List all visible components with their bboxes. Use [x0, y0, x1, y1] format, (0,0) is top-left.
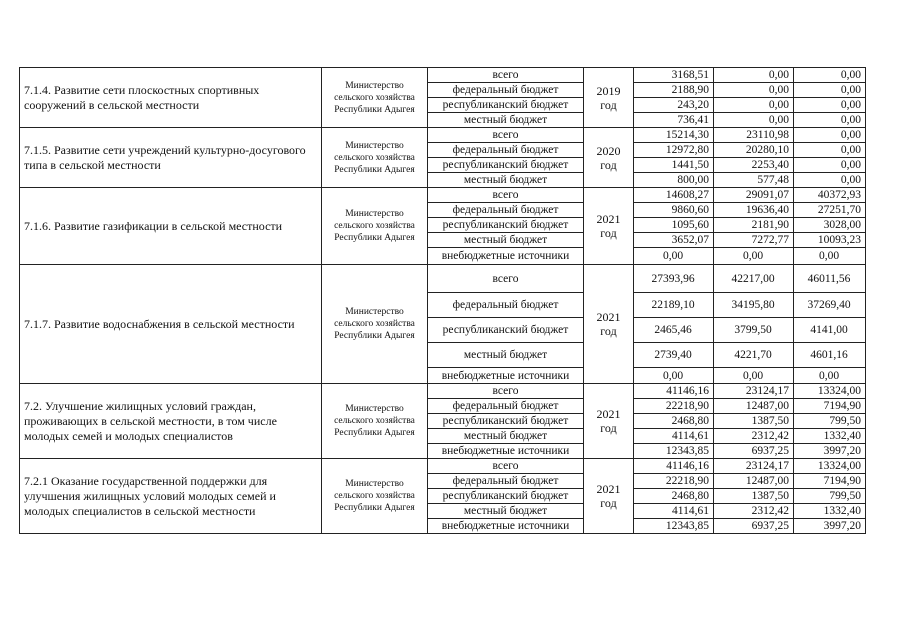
amount-cell-2: 1387,50	[714, 414, 794, 429]
amount-cell-3: 799,50	[794, 414, 866, 429]
responsible-org: Министерство сельского хозяйства Республики Адыгея	[322, 128, 428, 188]
amount-cell-1: 14608,27	[634, 188, 714, 203]
amount-cell-1: 1095,60	[634, 218, 714, 233]
funding-source: всего	[428, 459, 584, 474]
budget-table-body	[20, 68, 866, 534]
funding-source: местный бюджет	[428, 113, 584, 128]
amount-cell-2: 29091,07	[714, 188, 794, 203]
amount-cell-3: 0,00	[794, 158, 866, 173]
funding-source: республиканский бюджет	[428, 414, 584, 429]
funding-source: местный бюджет	[428, 504, 584, 519]
responsible-org: Министерство сельского хозяйства Республики Адыгея	[322, 459, 428, 534]
implementation-year: 2021 год	[584, 384, 634, 459]
amount-cell-3: 4601,16	[794, 343, 866, 368]
amount-cell-2: 12487,00	[714, 399, 794, 414]
funding-source: республиканский бюджет	[428, 489, 584, 504]
amount-cell-2: 0,00	[714, 68, 794, 83]
table-row	[20, 265, 866, 293]
amount-cell-3: 46011,56	[794, 265, 866, 293]
amount-cell-1: 15214,30	[634, 128, 714, 143]
amount-cell-1: 22189,10	[634, 293, 714, 318]
amount-cell-3: 7194,90	[794, 399, 866, 414]
amount-cell-1: 41146,16	[634, 459, 714, 474]
amount-cell-2: 6937,25	[714, 519, 794, 534]
funding-source: местный бюджет	[428, 233, 584, 248]
amount-cell-1: 0,00	[634, 368, 714, 384]
funding-source: внебюджетные источники	[428, 444, 584, 459]
amount-cell-1: 243,20	[634, 98, 714, 113]
amount-cell-2: 1387,50	[714, 489, 794, 504]
amount-cell-3: 0,00	[794, 368, 866, 384]
amount-cell-3: 0,00	[794, 68, 866, 83]
funding-source: федеральный бюджет	[428, 143, 584, 158]
amount-cell-1: 12972,80	[634, 143, 714, 158]
amount-cell-2: 23124,17	[714, 384, 794, 399]
amount-cell-3: 7194,90	[794, 474, 866, 489]
funding-source: республиканский бюджет	[428, 98, 584, 113]
amount-cell-1: 2739,40	[634, 343, 714, 368]
responsible-org: Министерство сельского хозяйства Республики Адыгея	[322, 188, 428, 265]
amount-cell-2: 0,00	[714, 98, 794, 113]
measure-name: 7.2. Улучшение жилищных условий граждан, проживающих в сельской местности, в том числе молодых семей и молодых специалистов	[20, 384, 322, 459]
funding-source: федеральный бюджет	[428, 83, 584, 98]
funding-source: республиканский бюджет	[428, 218, 584, 233]
amount-cell-3: 0,00	[794, 143, 866, 158]
implementation-year: 2019 год	[584, 68, 634, 128]
table-row	[20, 188, 866, 203]
amount-cell-1: 4114,61	[634, 504, 714, 519]
amount-cell-2: 0,00	[714, 83, 794, 98]
amount-cell-3: 3028,00	[794, 218, 866, 233]
funding-source: всего	[428, 384, 584, 399]
amount-cell-2: 23124,17	[714, 459, 794, 474]
amount-cell-3: 799,50	[794, 489, 866, 504]
measure-name: 7.1.6. Развитие газификации в сельской местности	[20, 188, 322, 265]
table-row	[20, 384, 866, 399]
amount-cell-1: 22218,90	[634, 474, 714, 489]
funding-source: федеральный бюджет	[428, 293, 584, 318]
funding-source: внебюджетные источники	[428, 368, 584, 384]
amount-cell-2: 12487,00	[714, 474, 794, 489]
measure-name: 7.1.5. Развитие сети учреждений культурно-досугового типа в сельской местности	[20, 128, 322, 188]
amount-cell-2: 0,00	[714, 113, 794, 128]
amount-cell-3: 37269,40	[794, 293, 866, 318]
amount-cell-1: 0,00	[634, 248, 714, 265]
amount-cell-1: 22218,90	[634, 399, 714, 414]
amount-cell-1: 9860,60	[634, 203, 714, 218]
measure-name: 7.1.4. Развитие сети плоскостных спортивных сооружений в сельской местности	[20, 68, 322, 128]
amount-cell-3: 40372,93	[794, 188, 866, 203]
amount-cell-3: 10093,23	[794, 233, 866, 248]
amount-cell-2: 2312,42	[714, 429, 794, 444]
amount-cell-2: 0,00	[714, 368, 794, 384]
amount-cell-1: 12343,85	[634, 444, 714, 459]
amount-cell-2: 34195,80	[714, 293, 794, 318]
implementation-year: 2021 год	[584, 188, 634, 265]
amount-cell-2: 2312,42	[714, 504, 794, 519]
amount-cell-1: 2468,80	[634, 489, 714, 504]
amount-cell-1: 41146,16	[634, 384, 714, 399]
amount-cell-2: 3799,50	[714, 318, 794, 343]
amount-cell-3: 0,00	[794, 98, 866, 113]
funding-source: федеральный бюджет	[428, 203, 584, 218]
amount-cell-2: 7272,77	[714, 233, 794, 248]
amount-cell-1: 12343,85	[634, 519, 714, 534]
measure-name: 7.1.7. Развитие водоснабжения в сельской местности	[20, 265, 322, 384]
amount-cell-2: 2181,90	[714, 218, 794, 233]
funding-source: всего	[428, 68, 584, 83]
funding-source: местный бюджет	[428, 173, 584, 188]
amount-cell-2: 6937,25	[714, 444, 794, 459]
amount-cell-3: 3997,20	[794, 519, 866, 534]
amount-cell-1: 27393,96	[634, 265, 714, 293]
table-row	[20, 128, 866, 143]
amount-cell-3: 0,00	[794, 128, 866, 143]
funding-source: внебюджетные источники	[428, 519, 584, 534]
funding-source: местный бюджет	[428, 429, 584, 444]
amount-cell-3: 0,00	[794, 83, 866, 98]
funding-source: всего	[428, 128, 584, 143]
table-row	[20, 68, 866, 83]
amount-cell-2: 20280,10	[714, 143, 794, 158]
table-row	[20, 459, 866, 474]
implementation-year: 2021 год	[584, 459, 634, 534]
amount-cell-1: 1441,50	[634, 158, 714, 173]
amount-cell-1: 736,41	[634, 113, 714, 128]
budget-table	[19, 67, 866, 534]
amount-cell-3: 27251,70	[794, 203, 866, 218]
amount-cell-3: 0,00	[794, 248, 866, 265]
amount-cell-1: 800,00	[634, 173, 714, 188]
amount-cell-2: 577,48	[714, 173, 794, 188]
amount-cell-2: 4221,70	[714, 343, 794, 368]
funding-source: республиканский бюджет	[428, 158, 584, 173]
amount-cell-3: 3997,20	[794, 444, 866, 459]
implementation-year: 2021 год	[584, 265, 634, 384]
amount-cell-1: 2468,80	[634, 414, 714, 429]
amount-cell-1: 4114,61	[634, 429, 714, 444]
funding-source: всего	[428, 265, 584, 293]
amount-cell-3: 0,00	[794, 173, 866, 188]
amount-cell-2: 42217,00	[714, 265, 794, 293]
funding-source: внебюджетные источники	[428, 248, 584, 265]
amount-cell-3: 4141,00	[794, 318, 866, 343]
responsible-org: Министерство сельского хозяйства Республики Адыгея	[322, 265, 428, 384]
amount-cell-1: 3168,51	[634, 68, 714, 83]
amount-cell-3: 1332,40	[794, 429, 866, 444]
amount-cell-3: 13324,00	[794, 384, 866, 399]
implementation-year: 2020 год	[584, 128, 634, 188]
responsible-org: Министерство сельского хозяйства Республики Адыгея	[322, 68, 428, 128]
amount-cell-2: 0,00	[714, 248, 794, 265]
amount-cell-1: 3652,07	[634, 233, 714, 248]
funding-source: федеральный бюджет	[428, 399, 584, 414]
amount-cell-2: 23110,98	[714, 128, 794, 143]
funding-source: республиканский бюджет	[428, 318, 584, 343]
responsible-org: Министерство сельского хозяйства Республики Адыгея	[322, 384, 428, 459]
amount-cell-3: 0,00	[794, 113, 866, 128]
measure-name: 7.2.1 Оказание государственной поддержки для улучшения жилищных условий молодых семей и молодых специалистов в сельской местности	[20, 459, 322, 534]
amount-cell-1: 2465,46	[634, 318, 714, 343]
amount-cell-3: 13324,00	[794, 459, 866, 474]
funding-source: местный бюджет	[428, 343, 584, 368]
amount-cell-2: 19636,40	[714, 203, 794, 218]
funding-source: всего	[428, 188, 584, 203]
amount-cell-3: 1332,40	[794, 504, 866, 519]
amount-cell-2: 2253,40	[714, 158, 794, 173]
amount-cell-1: 2188,90	[634, 83, 714, 98]
funding-source: федеральный бюджет	[428, 474, 584, 489]
